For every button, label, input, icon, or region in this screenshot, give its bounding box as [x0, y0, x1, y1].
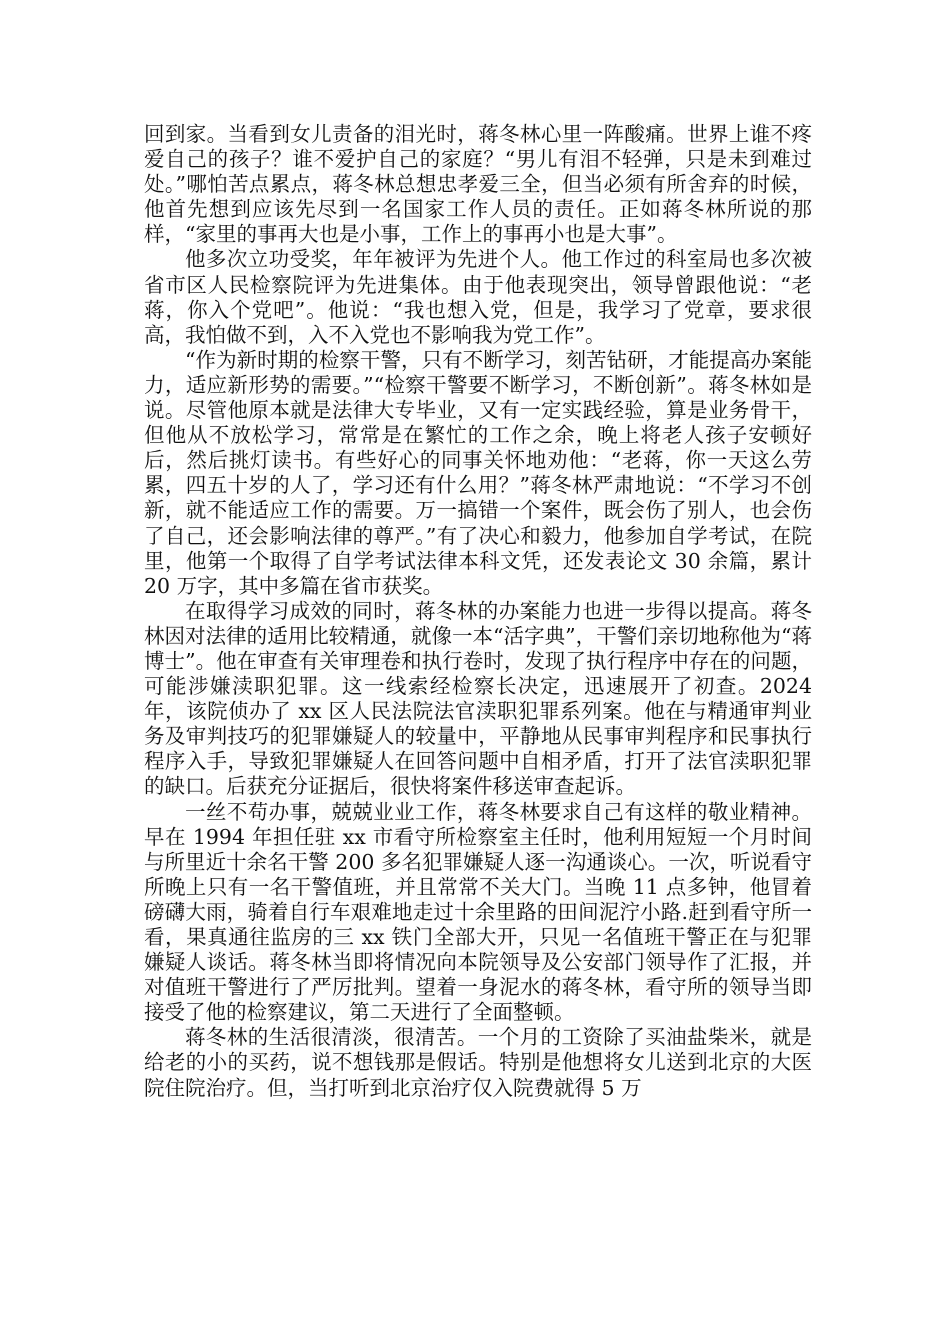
paragraph-6: 蒋冬林的生活很清淡，很清苦。一个月的工资除了买油盐柴米，就是给老的小的买药，说不想钱那是假话。特别是他想将女儿送到北京的大医院住院治疗。但，当打听到北京治疗仅入院费就得 5 万	[144, 1025, 812, 1100]
paragraph-1: 回到家。当看到女儿责备的泪光时，蒋冬林心里一阵酸痛。世界上谁不疼爱自己的孩子？谁不爱护自己的家庭？“男儿有泪不轻弹，只是未到难过处。”哪怕苦点累点，蒋冬林总想忠孝爱三全，但当必须有所舍弃的时候，他首先想到应该先尽到一名国家工作人员的责任。正如蒋冬林所说的那样，“家里的事再大也是小事，工作上的事再小也是大事”。	[144, 122, 812, 247]
paragraph-4: 在取得学习成效的同时，蒋冬林的办案能力也进一步得以提高。蒋冬林因对法律的适用比较精通，就像一本“活字典”，干警们亲切地称他为“蒋博士”。他在审查有关审理卷和执行卷时，发现了执行程序中存在的问题，可能涉嫌渎职犯罪。这一线索经检察长决定，迅速展开了初查。2024 年，该院侦办了 xx 区人民法院法官渎职犯罪系列案。他在与精通审判业务及审判技巧的犯罪嫌疑人的较量中，平静地从民事审判程序和民事执行程序入手，导致犯罪嫌疑人在回答问题中自相矛盾，打开了法官渎职犯罪的缺口。后获充分证据后，很快将案件移送审查起诉。	[144, 598, 812, 799]
paragraph-5: 一丝不苟办事，兢兢业业工作，蒋冬林要求自己有这样的敬业精神。早在 1994 年担任驻 xx 市看守所检察室主任时，他利用短短一个月时间与所里近十余名干警 200 多名犯罪嫌疑人逐一沟通谈心。一次，听说看守所晚上只有一名干警值班，并且常常不关大门。当晚 11 点多钟，他冒着磅礴大雨，骑着自行车艰难地走过十余里路的田间泥泞小路.赶到看守所一看，果真通往监房的三 xx 铁门全部大开，只见一名值班干警正在与犯罪嫌疑人谈话。蒋冬林当即将情况向本院领导及公安部门领导作了汇报，并对值班干警进行了严厉批判。望着一身泥水的蒋冬林，看守所的领导当即接受了他的检察建议，第二天进行了全面整顿。	[144, 799, 812, 1025]
paragraph-2: 他多次立功受奖，年年被评为先进个人。他工作过的科室局也多次被省市区人民检察院评为先进集体。由于他表现突出，领导曾跟他说：“老蒋，你入个党吧”。他说：“我也想入党，但是，我学习了党章，要求很高，我怕做不到，入不入党也不影响我为党工作”。	[144, 247, 812, 347]
paragraph-3: “作为新时期的检察干警，只有不断学习，刻苦钻研，才能提高办案能力，适应新形势的需要。”“检察干警要不断学习，不断创新”。蒋冬林如是说。尽管他原本就是法律大专毕业，又有一定实践经验，算是业务骨干，但他从不放松学习，常常是在繁忙的工作之余，晚上将老人孩子安顿好后，然后挑灯读书。有些好心的同事关怀地劝他：“老蒋，你一天这么劳累，四五十岁的人了，学习还有什么用？”蒋冬林严肃地说：“不学习不创新，就不能适应工作的需要。万一搞错一个案件，既会伤了别人，也会伤了自己，还会影响法律的尊严。”有了决心和毅力，他参加自学考试，在院里，他第一个取得了自学考试法律本科文凭，还发表论文 30 余篇，累计 20 万字，其中多篇在省市获奖。	[144, 347, 812, 598]
document-body	[144, 122, 812, 1101]
